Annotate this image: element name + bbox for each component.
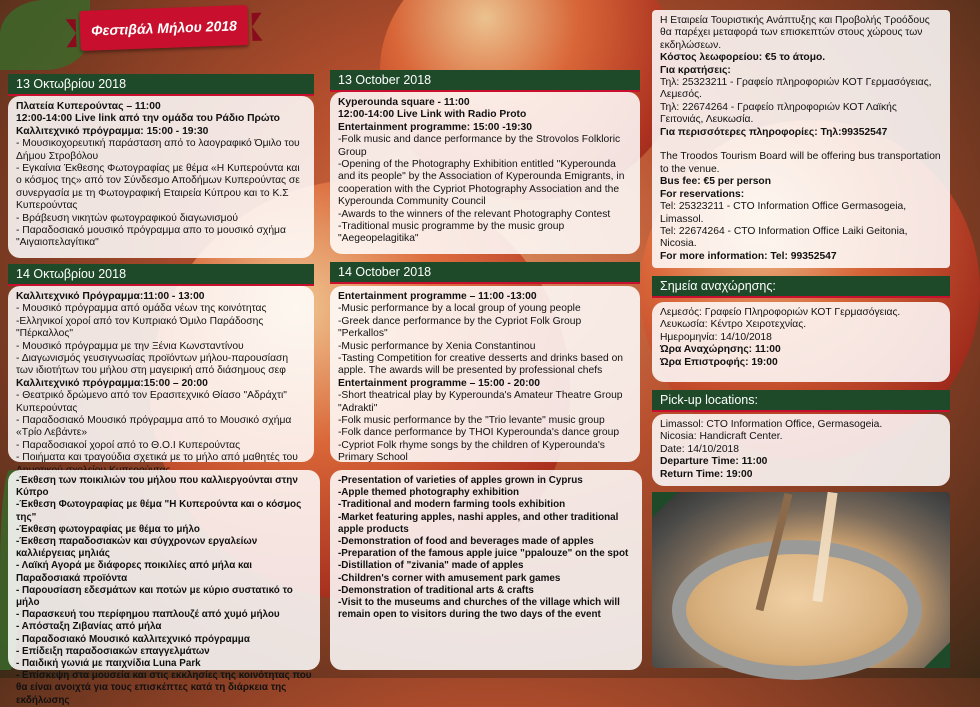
text-line: - Μουσικό πρόγραμμα με την Ξένια Κωνσταντίνου	[16, 340, 244, 352]
list-item: -Presentation of varieties of apples grown in Cyprus	[338, 475, 583, 486]
text-line: - Μουσικό πρόγραμμα από ομάδα νέων της κοινότητας	[16, 303, 267, 315]
text-line: Limassol: CTO Information Office, Germasogeia.	[660, 419, 883, 430]
list-item: -Demonstration of food and beverages made of apples	[338, 536, 594, 548]
text-line: Return Time: 19:00	[660, 468, 753, 480]
list-item: - Λαϊκή Αγορά με διάφορες ποικιλίες από μήλα και Παραδοσιακά προϊόντα	[16, 560, 253, 584]
text-line: Ώρα Επιστροφής: 19:00	[660, 356, 778, 368]
list-item: -Έκθεση φωτογραφίας με θέμα το μήλο	[16, 523, 200, 535]
text-line: Nicosia: Handicraft Center.	[660, 431, 783, 443]
text-line: Entertainment programme – 11:00 -13:00	[338, 291, 537, 302]
list-item: - Επίδειξη παραδοσιακών επαγγελμάτων	[16, 645, 210, 657]
text-line: Date: 14/10/2018	[660, 443, 740, 455]
list-item: -Visit to the museums and churches of the village which will remain open to visitors during the two days of the event	[338, 597, 620, 621]
text-line: - Θεατρικό δρώμενο από τον Ερασιτεχνικό Θίασο "Αδράχτι" Κυπερούντας	[16, 390, 287, 414]
text-line: Πλατεία Κυπερούντας – 11:00	[16, 101, 161, 112]
list-item: -Apple themed photography exhibition	[338, 487, 520, 499]
en-exhibits-panel	[330, 470, 642, 670]
text-line: - Παραδοσιακό Μουσικό πρόγραμμα από το Μουσικό σχήμα «Τρίο Λεβάντε»	[16, 415, 292, 439]
list-item: -Distillation of "zivania" made of apples	[338, 560, 524, 572]
text-line: Entertainment programme – 15:00 - 20:00	[338, 377, 541, 389]
photo-corner-decoration	[924, 642, 950, 668]
list-item: -Traditional and modern farming tools exhibition	[338, 499, 566, 511]
text-line: - Μουσικοχορευτική παράσταση από το λαογραφικό Όμιλο του Δήμου Στροβόλου	[16, 138, 300, 162]
gr-day1-header: 13 Οκτωβρίου 2018	[8, 74, 314, 96]
text-line: - Βράβευση νικητών φωτογραφικού διαγωνισμού	[16, 212, 238, 224]
list-item: -Έκθεση Φωτογραφίας με θέμα "Η Κυπερούντα και ο κόσμος της"	[16, 499, 302, 523]
list-item: -Έκθεση παραδοσιακών και σύγχρονων εργαλείων καλλιέργειας μηλιάς	[16, 536, 258, 560]
text-line: Ημερομηνία: 14/10/2018	[660, 331, 772, 343]
transport-panel	[652, 10, 950, 268]
en-day2-panel	[330, 286, 640, 462]
text-line: For more information: Tel: 99352547	[660, 250, 837, 262]
text-line: -Greek dance performance by the Cypriot Folk Group "Perkallos"	[338, 315, 582, 340]
departure-gr-header: Σημεία αναχώρησης:	[652, 276, 950, 298]
text-line: 12:00-14:00 Live Link with Radio Proto	[338, 109, 527, 121]
festival-banner: Φεστιβάλ Μήλου 2018	[79, 5, 248, 51]
text-line: Tel: 22674264 - CTO Information Office Laiki Geitonia, Nicosia.	[660, 225, 908, 250]
text-line: Λευκωσία: Κέντρο Χειροτεχνίας.	[660, 319, 807, 331]
text-line: -Folk music performance by the "Trio levante" music group	[338, 415, 605, 427]
text-line: Tel: 25323211 - CTO Information Office Germasogeia, Limassol.	[660, 201, 907, 225]
text-line: -Opening of the Photography Exhibition entitled "Kyperounda and its people" by the Association of Kyperounda Emigrants, in cooperation with the Cypriot Photography Association and the Kyperounda Community Council	[338, 159, 625, 208]
list-item: - Επίσκεψη στα μουσεία και στις εκκλησίες της κοινότητας που θα είναι ανοιχτά για τους επισκέπτες κατά τη διάρκεια της εκδήλωσης	[16, 670, 312, 706]
leaf-background	[0, 0, 90, 70]
text-line: Kyperounda square - 11:00	[338, 97, 470, 108]
text-line: Τηλ: 25323211 - Γραφείο πληροφοριών ΚΟΤ Γερμασόγειας, Λεμεσός.	[660, 77, 932, 101]
list-item: -Children's corner with amusement park games	[338, 572, 561, 584]
cooking-pot-image	[672, 540, 922, 680]
list-item: -Demonstration of traditional arts & crafts	[338, 584, 534, 596]
text-line: - Παραδοσιακό μουσικό πρόγραμμα απο το μουσικό σχήμα "Αιγαιοπελαγίτικα"	[16, 225, 286, 249]
text-line: -Music performance by a local group of young people	[338, 303, 581, 315]
list-item: -Έκθεση των ποικιλιών του μήλου που καλλιεργούνται στην Κύπρο	[16, 475, 298, 499]
text-line: The Troodos Tourism Board will be offering bus transportation to the venue.	[660, 151, 941, 175]
text-line: - Εγκαίνια Έκθεσης Φωτογραφίας με θέμα «Η Κυπερούντα και ο κόσμος της» από τον Σύνδεσμο Αποδήμων Κυπερούντας σε συνεργασία με τη Φωτογραφική Εταιρεία Κύπρου και το Κ.Σ Κυπερούντας	[16, 163, 300, 212]
gr-exhibits-panel	[8, 470, 320, 706]
text-line: -Music performance by Xenia Constantinou	[338, 340, 536, 352]
text-line: Κόστος λεωφορείου: €5 το άτομο.	[660, 52, 826, 64]
text-line: -Tasting Competition for creative desserts and drinks based on apple. The awards will be presented by professional chefs	[338, 353, 624, 377]
list-item: - Παραδοσιακό Μουσικό καλλιτεχνικό πρόγραμμα	[16, 633, 250, 645]
text-line: -Traditional music programme by the music group "Aegeopelagitika"	[338, 221, 565, 245]
text-line: Για κρατήσεις:	[660, 64, 731, 76]
departure-en-panel	[652, 414, 950, 486]
text-line: -Awards to the winners of the relevant Photography Contest	[338, 208, 611, 220]
text-line: Bus fee: €5 per person	[660, 176, 772, 188]
en-day1-panel	[330, 92, 640, 254]
text-line: Για περισσότερες πληροφορίες: Τηλ:99352547	[660, 126, 888, 138]
text-line: Καλλιτεχνικό Πρόγραμμα:11:00 - 13:00	[16, 291, 205, 302]
text-line: Λεμεσός: Γραφείο Πληροφοριών ΚΟΤ Γερμασόγειας.	[660, 307, 901, 318]
text-line: Ώρα Αναχώρησης: 11:00	[660, 344, 781, 356]
text-line: - Παραδοσιακοί χοροί από το Θ.Ο.Ι Κυπερούντας	[16, 439, 241, 451]
text-line: -Short theatrical play by Kyperounda's Amateur Theatre Group "Adrakti"	[338, 390, 623, 414]
photo-corner-decoration	[652, 492, 678, 518]
gr-day1-panel	[8, 96, 314, 258]
en-day2-header: 14 October 2018	[330, 262, 640, 284]
list-item: -Market featuring apples, nashi apples, and other traditional apple products	[338, 511, 619, 535]
text-line: For reservations:	[660, 188, 745, 200]
text-line: Καλλιτεχνικό πρόγραμμα: 15:00 - 19:30	[16, 125, 209, 137]
list-item: - Απόσταξη Ζιβανίας από μήλα	[16, 621, 162, 633]
gr-day2-panel	[8, 286, 314, 462]
departure-gr-panel	[652, 302, 950, 382]
gr-day2-header: 14 Οκτωβρίου 2018	[8, 264, 314, 286]
text-line: Η Εταιρεία Τουριστικής Ανάπτυξης και Προβολής Τροόδους θα παρέχει μεταφορά των επισκεπτών στους χώρους των εκδηλώσεων.	[660, 15, 930, 51]
text-line: -Folk music and dance performance by the Strovolos Folkloric Group	[338, 134, 621, 158]
apple-juice-photo	[652, 492, 950, 668]
list-item: - Παιδική γωνιά με παιχνίδια Luna Park	[16, 658, 201, 670]
departure-en-header: Pick-up locations:	[652, 390, 950, 412]
text-line: - Διαγωνισμός γευσιγνωσίας προϊόντων μήλου-παρουσίαση των ιδιοτήτων του μήλου στη μαγειρική από διάσημους σεφ	[16, 353, 289, 377]
text-line: -Ελληνικοί χοροί από τον Κυπριακό Όμιλο Παράδοσης "Πέρκαλλος"	[16, 315, 264, 340]
text-line: Departure Time: 11:00	[660, 456, 768, 468]
text-line: -Cypriot Folk rhyme songs by the children of Kyperounda's Primary School	[338, 439, 605, 464]
en-day1-header: 13 October 2018	[330, 70, 640, 92]
text-line: Entertainment programme: 15:00 -19:30	[338, 121, 532, 133]
text-line: - Ποιήματα και τραγούδια σχετικά με το μήλο από μαθητές του	[16, 452, 298, 464]
text-line	[660, 139, 942, 151]
list-item: - Παρουσίαση εδεσμάτων και ποτών με κύριο συστατικό το μήλο	[16, 584, 293, 609]
list-item: -Preparation of the famous apple juice "ppalouze" on the spot	[338, 548, 629, 560]
text-line: Τηλ: 22674264 - Γραφείο πληροφοριών ΚΟΤ Λαϊκής Γειτονιάς, Λευκωσία.	[660, 101, 897, 126]
text-line: -Folk dance performance by THOI Kyperounda's dance group	[338, 427, 620, 439]
text-line: Καλλιτεχνικό πρόγραμμα:15:00 – 20:00	[16, 377, 208, 389]
list-item: - Παρασκευή του περίφημου παπλουζέ από χυμό μήλου	[16, 609, 280, 621]
text-line: 12:00-14:00 Live link από την ομάδα του Ράδιο Πρώτο	[16, 113, 280, 125]
